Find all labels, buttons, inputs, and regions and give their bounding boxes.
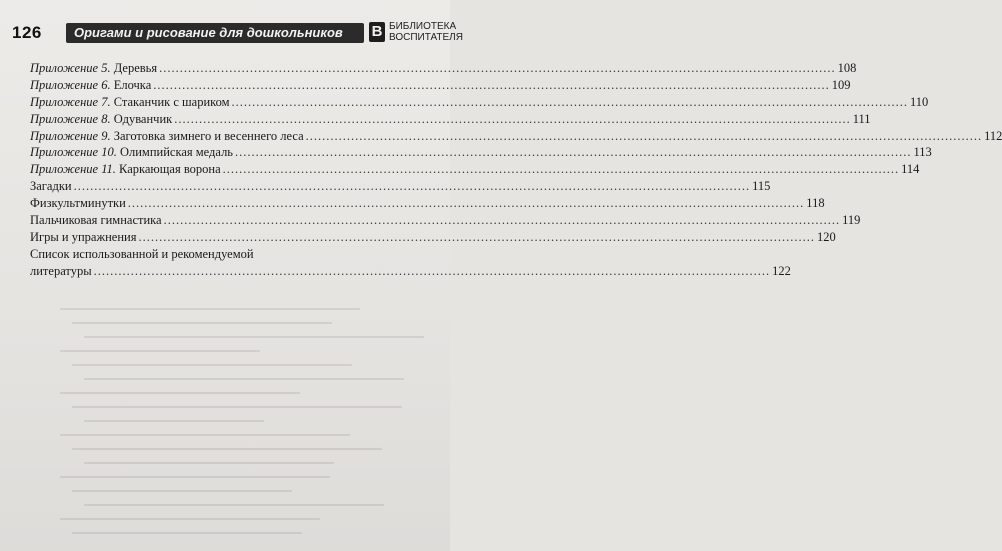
appendix-label: Приложение 5. <box>30 61 111 75</box>
show-through-line <box>72 364 352 366</box>
show-through-line <box>72 490 292 492</box>
toc-entry-page: 110 <box>910 94 929 109</box>
toc-entry <box>30 128 1002 145</box>
show-through-line <box>72 532 302 534</box>
toc-entry <box>30 144 932 161</box>
show-through-line <box>84 504 384 506</box>
show-through-line <box>72 406 402 408</box>
show-through-line <box>60 476 330 478</box>
appendix-label: Приложение 9. <box>30 128 111 143</box>
toc-entry-page: 113 <box>913 145 932 160</box>
toc-entry-title <box>30 77 151 94</box>
running-title-band <box>66 23 364 43</box>
dot-leader <box>174 111 851 128</box>
toc-entry <box>30 60 857 77</box>
show-through-line <box>60 308 360 310</box>
toc-entry-page: 120 <box>816 229 836 244</box>
toc-entry-text: Заготовка зимнего и весеннего леса <box>110 128 304 143</box>
toc-entry <box>30 229 836 246</box>
toc-entry <box>30 161 920 178</box>
toc-entry-page: 112 <box>984 128 1002 143</box>
dot-leader <box>223 161 900 178</box>
toc-entry-page: 119 <box>842 213 861 228</box>
dot-leader <box>232 94 909 111</box>
toc-entry-title <box>30 161 221 178</box>
series-logo-icon: В <box>369 22 385 42</box>
toc-entry-text: Олимпийская медаль <box>116 145 234 160</box>
toc-entry-title <box>30 111 172 128</box>
toc-entry-text: Загадки <box>30 179 72 194</box>
toc-entry-bibliography <box>30 246 791 280</box>
dot-leader <box>74 178 751 195</box>
toc-entry-page: 108 <box>837 61 857 75</box>
bibliography-page: 122 <box>772 264 791 278</box>
bibliography-title-line2-row <box>30 263 791 280</box>
toc-entry-text: Елочка <box>110 77 152 92</box>
show-through-text <box>0 300 450 551</box>
page-number: 126 <box>12 23 42 42</box>
toc-entry-text: Физкультминутки <box>30 196 126 211</box>
toc-entry-title <box>30 195 126 212</box>
toc-entry-page: 114 <box>901 162 920 177</box>
appendix-label: Приложение 11. <box>30 162 116 177</box>
show-through-line <box>72 448 382 450</box>
appendix-label: Приложение 6. <box>30 77 111 92</box>
show-through-line <box>60 350 260 352</box>
toc-entry-page: 118 <box>806 196 825 211</box>
show-through-line <box>84 420 264 422</box>
toc-entry-page: 109 <box>831 77 851 92</box>
appendix-label: Приложение 7. <box>30 94 111 109</box>
series-name-line2: ВОСПИТАТЕЛЯ <box>389 32 463 43</box>
page-header <box>12 20 463 46</box>
show-through-line <box>84 336 424 338</box>
bibliography-title-line1: Список использованной и рекомендуемой <box>30 247 254 261</box>
dot-leader <box>153 77 830 94</box>
dot-leader <box>94 263 771 280</box>
toc-entry-title <box>30 60 157 77</box>
appendix-label: Приложение 8. <box>30 111 111 126</box>
dot-leader <box>128 195 805 212</box>
toc-entry-page: 115 <box>752 179 771 194</box>
show-through-line <box>72 322 332 324</box>
toc-entry-text: Каркающая ворона <box>115 162 221 177</box>
toc-entry <box>30 212 861 229</box>
dot-leader <box>159 60 836 77</box>
show-through-line <box>60 434 350 436</box>
dot-leader <box>138 229 815 246</box>
series-name <box>389 21 463 43</box>
show-through-line <box>60 518 320 520</box>
series-name-line1: БИБЛИОТЕКА <box>389 21 457 32</box>
toc-entry <box>30 77 851 94</box>
dot-leader <box>235 144 912 161</box>
toc-entry <box>30 111 871 128</box>
toc-entry-title <box>30 128 304 145</box>
toc-entry <box>30 195 825 212</box>
show-through-line <box>60 392 300 394</box>
show-through-line <box>84 462 334 464</box>
appendix-label: Приложение 10. <box>30 145 117 160</box>
bibliography-title-line2: литературы <box>30 264 92 278</box>
show-through-line <box>84 378 404 380</box>
running-title: Оригами и рисование для дошкольников <box>74 25 343 40</box>
toc-entry-title <box>30 144 233 161</box>
toc-entry <box>30 94 929 111</box>
toc-entry-title <box>30 178 72 195</box>
toc-entry <box>30 178 771 195</box>
toc-entry-title <box>30 212 162 229</box>
toc-entry-title <box>30 94 230 111</box>
toc-entry-text: Одуванчик <box>110 111 173 126</box>
toc-entry-title <box>30 229 136 246</box>
toc-entry-text: Игры и упражнения <box>30 229 137 244</box>
toc-entry-text: Пальчиковая гимнастика <box>30 213 162 228</box>
toc-entry-page: 111 <box>852 111 871 126</box>
dot-leader <box>164 212 841 229</box>
toc-entry-text: Стаканчик с шариком <box>110 94 230 109</box>
dot-leader <box>306 128 983 145</box>
table-of-contents <box>30 60 1002 246</box>
toc-entry-text: Деревья <box>110 61 158 75</box>
